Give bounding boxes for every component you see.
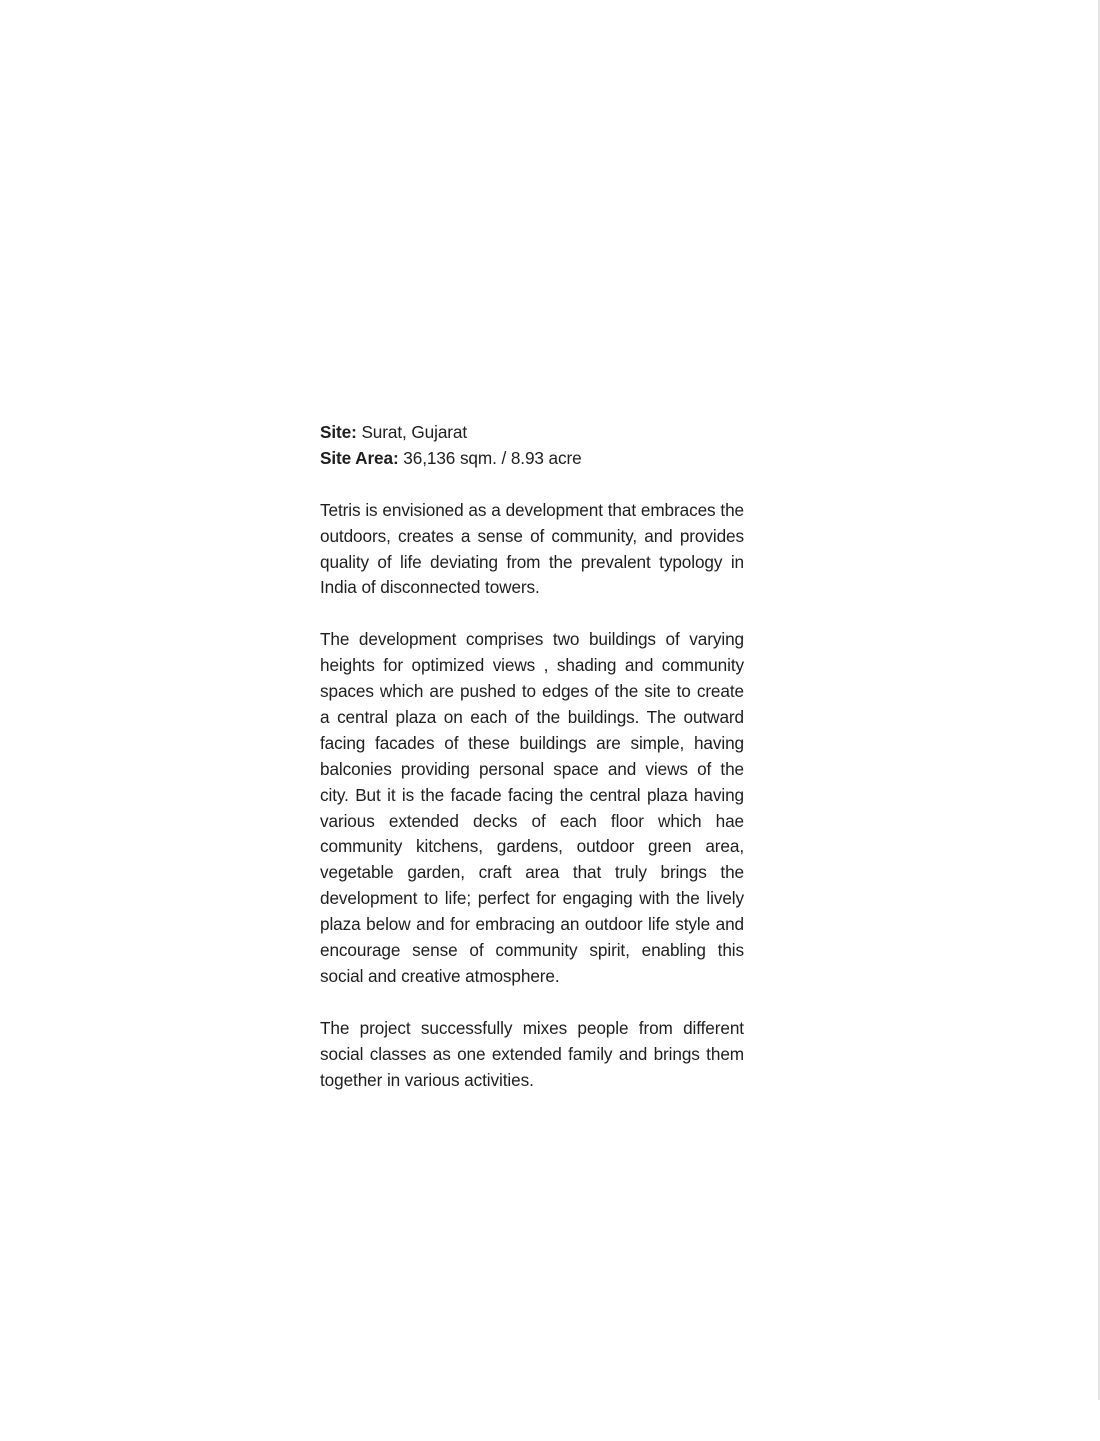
site-area-value: 36,136 sqm. / 8.93 acre bbox=[403, 447, 582, 468]
project-details bbox=[320, 420, 744, 472]
community-paragraph: The project successfully mixes people from different social classes as one extended family and brings them together in various activities. bbox=[320, 1017, 744, 1090]
development-paragraph: The development comprises two buildings of varying heights for optimized views , shading and community spaces which are pushed to edges of the site to create a central plaza on each of the buildings. The outward facing facades of these buildings are simple, having balconies providing personal space and views of the city. But it is the facade facing the central plaza having various extended decks of each floor which hae community kitchens, gardens, outdoor green area, vegetable garden, craft area that truly brings the development to life; perfect for engaging with the lively plaza below and for embracing an outdoor life style and encourage sense of community spirit, enabling this social and creative atmosphere. bbox=[320, 629, 744, 986]
site-value: Surat, Gujarat bbox=[361, 422, 468, 442]
site-line bbox=[320, 420, 744, 446]
site-label: Site: bbox=[320, 422, 357, 442]
intro-paragraph: Tetris is envisioned as a development that embraces the outdoors, creates a sense of community, and provides quality of life deviating from the prevalent typology in India of disconnected towers. bbox=[320, 499, 744, 598]
project-description bbox=[320, 420, 744, 1094]
site-area-line bbox=[320, 446, 744, 472]
site-area-label: Site Area: bbox=[320, 447, 399, 468]
